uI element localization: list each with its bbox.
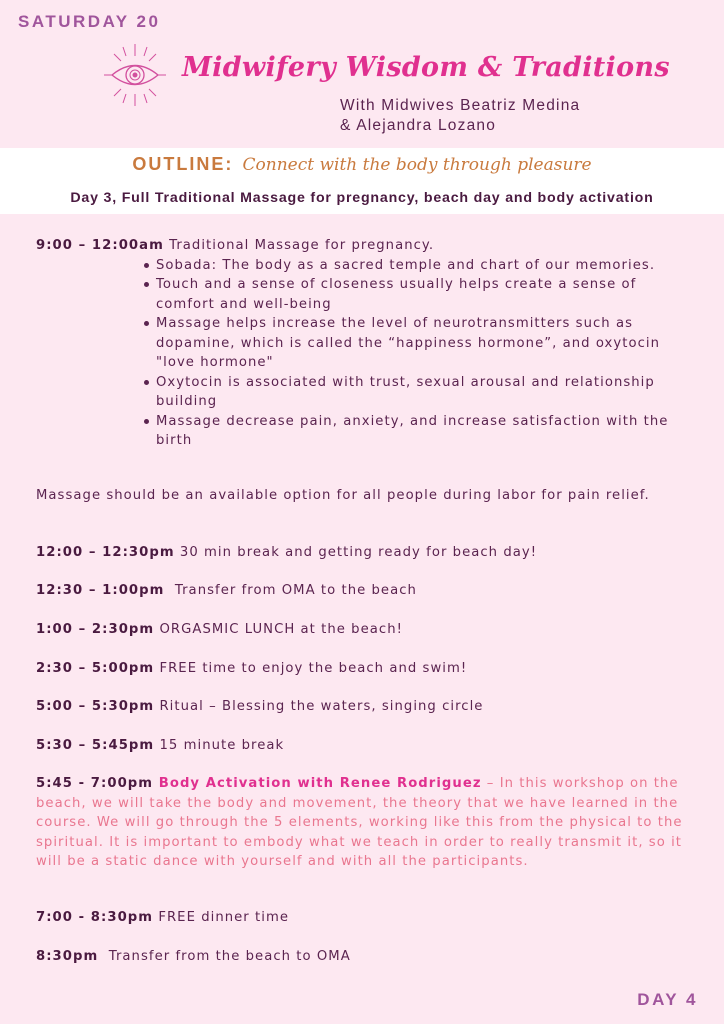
schedule-item bbox=[36, 697, 696, 717]
page-title: Midwifery Wisdom & Traditions bbox=[182, 52, 670, 83]
workshop-title: Body Activation with Renee Rodriguez bbox=[153, 776, 482, 791]
list-item: Touch and a sense of closeness usually helps create a sense of comfort and well-being bbox=[144, 275, 696, 314]
item-text: ORGASMIC LUNCH at the beach! bbox=[154, 622, 403, 637]
day-label-top: SATURDAY 20 bbox=[18, 12, 161, 31]
subtitle bbox=[340, 96, 580, 136]
schedule-item bbox=[36, 620, 696, 640]
workshop-description: – In this workshop on the beach, we will take the body and movement, the theory that we have learned in the course. We will go through the 5 elements, working like this from the physical to the spiritual. It is important to embody what we teach in order to really transmit it, so it will be a static dance with yourself and with all the participants. bbox=[36, 776, 683, 869]
subtitle-line-1: With Midwives Beatriz Medina bbox=[340, 97, 581, 114]
item-text: Traditional Massage for pregnancy. bbox=[163, 238, 435, 253]
time-label: 5:45 - 7:00pm bbox=[36, 776, 154, 791]
outline-theme: Connect with the body through pleasure bbox=[242, 155, 592, 175]
item-text: FREE dinner time bbox=[153, 910, 290, 925]
time-label: 9:00 – 12:00am bbox=[36, 238, 164, 253]
day-label-bottom: DAY 4 bbox=[637, 990, 698, 1009]
outline-heading bbox=[0, 154, 724, 175]
item-text: Ritual – Blessing the waters, singing circle bbox=[154, 699, 484, 714]
day-description: Day 3, Full Traditional Massage for pregnancy, beach day and body activation bbox=[70, 190, 654, 206]
time-label: 12:00 – 12:30pm bbox=[36, 545, 175, 560]
schedule-item bbox=[36, 947, 696, 967]
time-label: 2:30 – 5:00pm bbox=[36, 661, 155, 676]
schedule-item bbox=[36, 908, 696, 928]
list-item: Massage helps increase the level of neurotransmitters such as dopamine, which is called the “happiness hormone”, and oxytocin "love hormone" bbox=[144, 314, 696, 373]
time-label: 5:00 – 5:30pm bbox=[36, 699, 155, 714]
schedule-item bbox=[36, 581, 696, 601]
schedule-item bbox=[36, 543, 696, 563]
list-item: Massage decrease pain, anxiety, and increase satisfaction with the birth bbox=[144, 412, 696, 451]
massage-note: Massage should be an available option for all people during labor for pain relief. bbox=[36, 488, 650, 503]
schedule-block-morning bbox=[36, 236, 696, 451]
time-label: 8:30pm bbox=[36, 949, 99, 964]
list-item: Oxytocin is associated with trust, sexual arousal and relationship building bbox=[144, 373, 696, 412]
subtitle-line-2: & Alejandra Lozano bbox=[340, 117, 497, 134]
schedule-item bbox=[36, 659, 696, 679]
item-text: Transfer from OMA to the beach bbox=[164, 583, 417, 598]
eye-icon bbox=[102, 42, 168, 108]
time-label: 1:00 – 2:30pm bbox=[36, 622, 155, 637]
schedule-item-massage bbox=[36, 236, 696, 256]
schedule-item-body-activation bbox=[36, 774, 696, 872]
item-text: 15 minute break bbox=[154, 738, 285, 753]
item-text: Transfer from the beach to OMA bbox=[98, 949, 351, 964]
time-label: 5:30 – 5:45pm bbox=[36, 738, 155, 753]
schedule-item bbox=[36, 736, 696, 756]
item-text: FREE time to enjoy the beach and swim! bbox=[154, 661, 468, 676]
outline-label: OUTLINE: bbox=[132, 154, 234, 174]
time-label: 12:30 – 1:00pm bbox=[36, 583, 165, 598]
time-label: 7:00 - 8:30pm bbox=[36, 910, 154, 925]
bullet-list bbox=[36, 256, 696, 451]
item-text: 30 min break and getting ready for beach day! bbox=[174, 545, 538, 560]
list-item: Sobada: The body as a sacred temple and chart of our memories. bbox=[144, 256, 696, 276]
